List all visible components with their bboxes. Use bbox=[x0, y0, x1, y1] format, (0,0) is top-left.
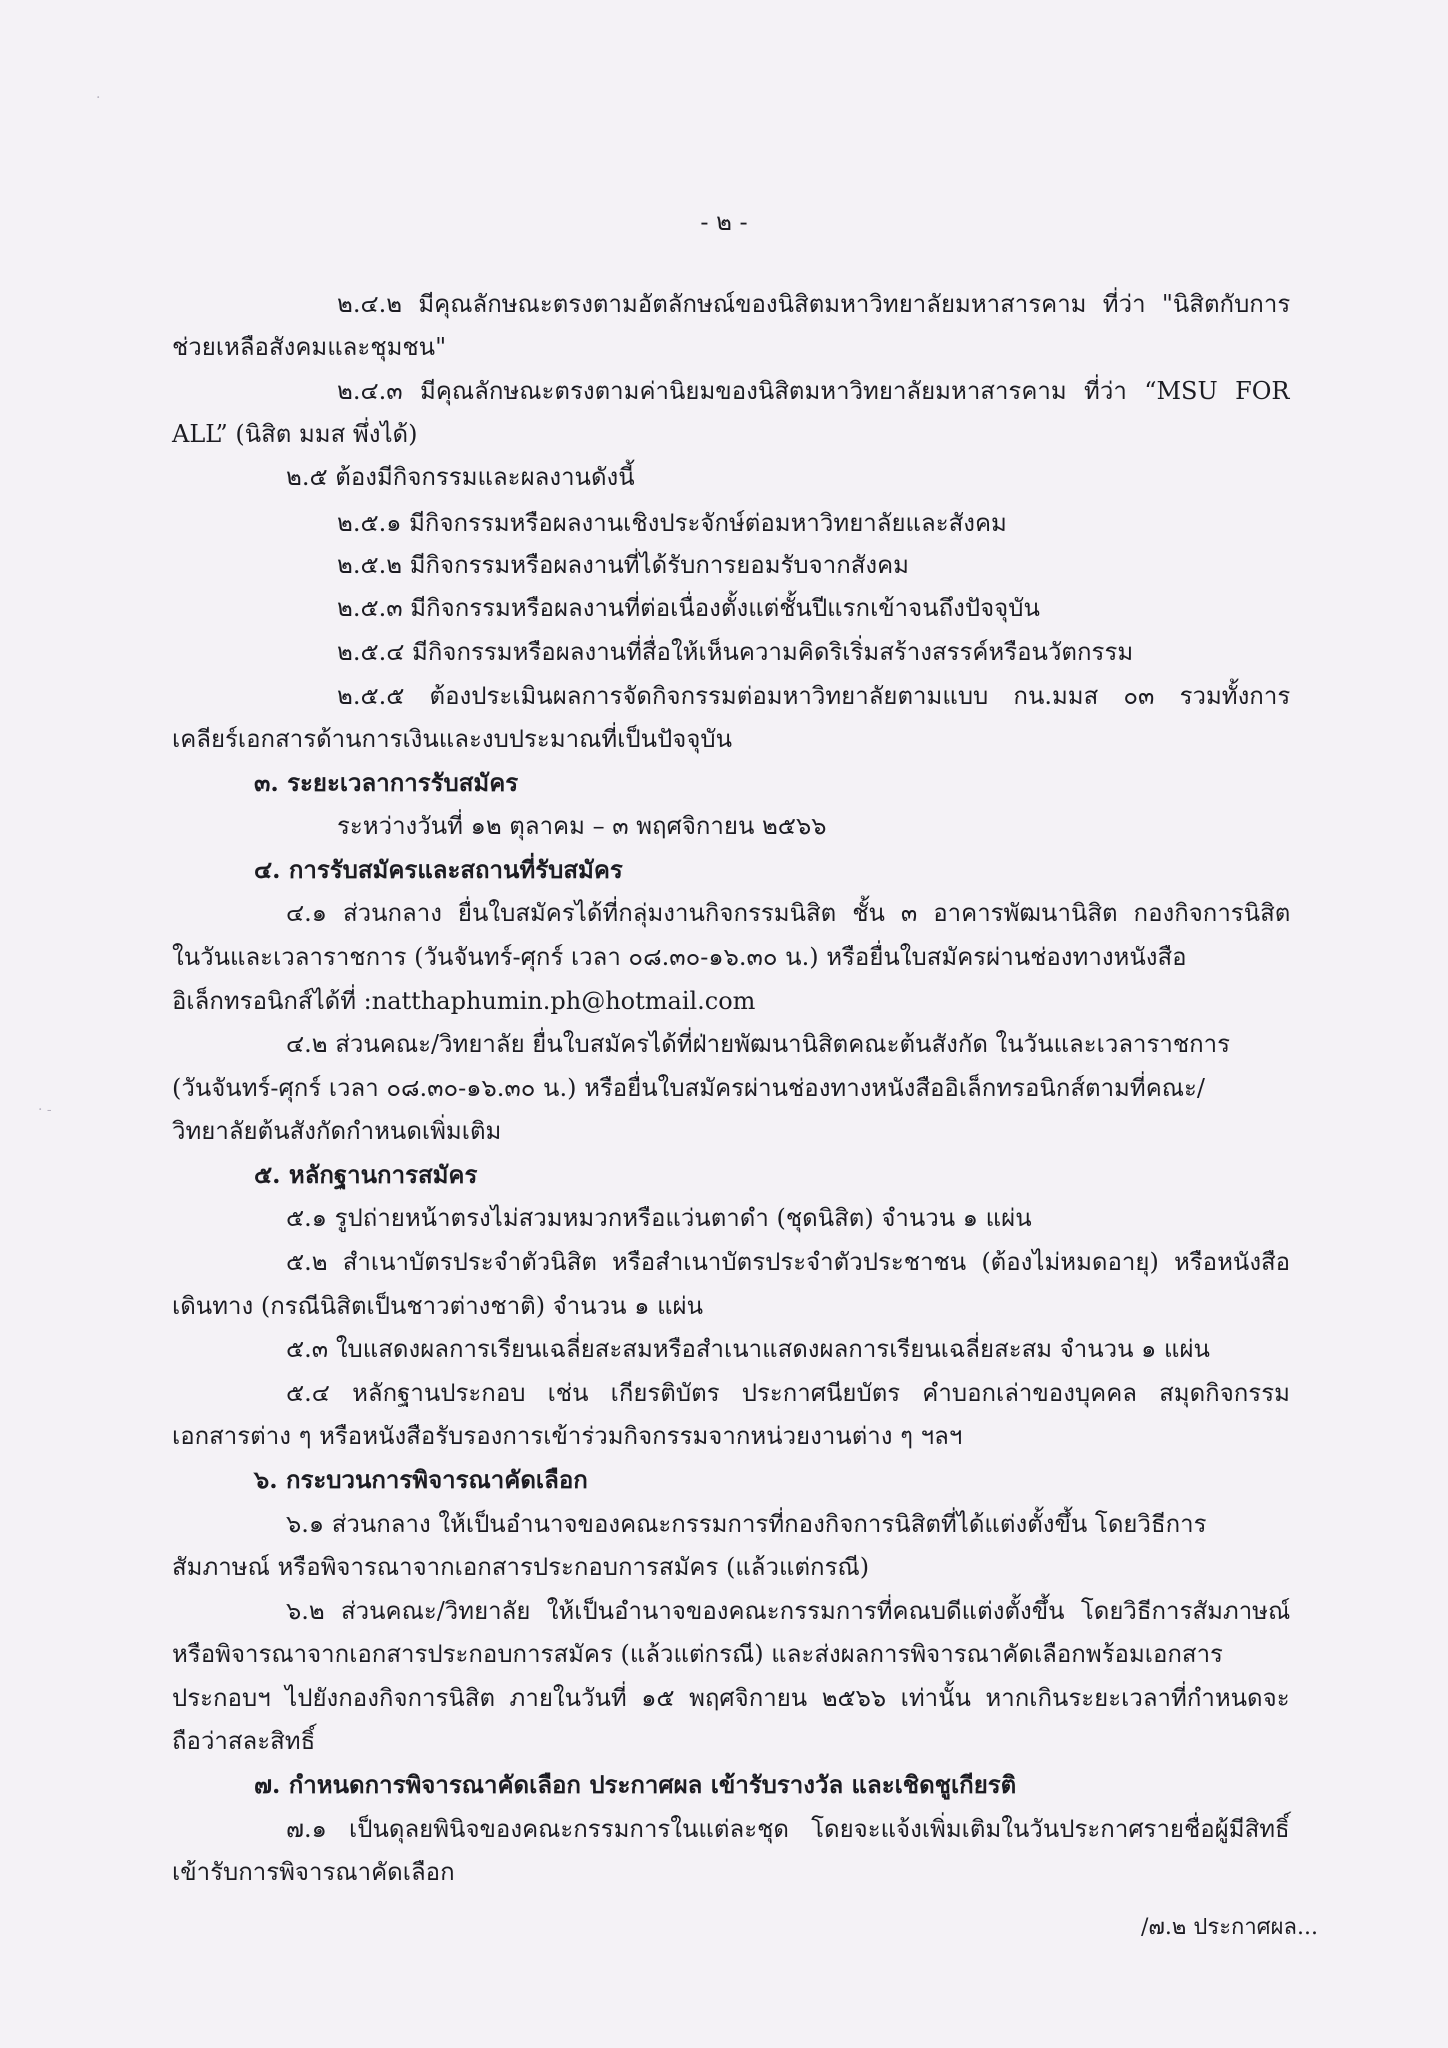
body-line: ถือว่าสละสิทธิ์ bbox=[172, 1727, 316, 1755]
page-number: - ๒ - bbox=[700, 208, 748, 236]
body-line: ๒.๔.๓ มีคุณลักษณะตรงตามค่านิยมของนิสิตมหาวิทยาลัยมหาสารคาม ที่ว่า “MSU FOR bbox=[337, 377, 1290, 405]
section-heading: ๗. กำหนดการพิจารณาคัดเลือก ประกาศผล เข้ารับรางวัล และเชิดชูเกียรติ bbox=[254, 1770, 1017, 1799]
body-line: ๖.๑ ส่วนกลาง ให้เป็นอำนาจของคณะกรรมการที่กองกิจการนิสิตที่ได้แต่งตั้งขึ้น โดยวิธีการ bbox=[286, 1510, 1207, 1538]
body-line: เอกสารต่าง ๆ หรือหนังสือรับรองการเข้าร่วมกิจกรรมจากหน่วยงานต่าง ๆ ฯลฯ bbox=[172, 1422, 963, 1450]
scan-artifact: · - bbox=[38, 1102, 52, 1118]
body-line: ๗.๑ เป็นดุลยพินิจของคณะกรรมการในแต่ละชุด โดยจะแจ้งเพิ่มเติมในวันประกาศรายชื่อผู้มีสิทธิ์ bbox=[286, 1815, 1290, 1843]
section-heading: ๓. ระยะเวลาการรับสมัคร bbox=[254, 768, 519, 797]
body-line: ๕.๒ สำเนาบัตรประจำตัวนิสิต หรือสำเนาบัตรประจำตัวประชาชน (ต้องไม่หมดอายุ) หรือหนังสือ bbox=[286, 1248, 1291, 1276]
body-line: ๒.๕.๕ ต้องประเมินผลการจัดกิจกรรมต่อมหาวิทยาลัยตามแบบ กน.มมส ๐๓ รวมทั้งการ bbox=[337, 682, 1291, 710]
scan-artifact: · bbox=[96, 90, 101, 106]
section-heading: ๕. หลักฐานการสมัคร bbox=[254, 1160, 478, 1189]
body-line: เคลียร์เอกสารด้านการเงินและงบประมาณที่เป็นปัจจุบัน bbox=[172, 725, 733, 753]
body-line: ALL” (นิสิต มมส พึ่งได้) bbox=[172, 420, 418, 448]
continuation-reference: /๗.๒ ประกาศผล... bbox=[1140, 1915, 1318, 1940]
body-line: ๕.๔ หลักฐานประกอบ เช่น เกียรติบัตร ประกาศนียบัตร คำบอกเล่าของบุคคล สมุดกิจกรรม bbox=[286, 1379, 1290, 1407]
body-line: ๒.๕.๓ มีกิจกรรมหรือผลงานที่ต่อเนื่องตั้งแต่ชั้นปีแรกเข้าจนถึงปัจจุบัน bbox=[337, 594, 1040, 622]
body-line: ในวันและเวลาราชการ (วันจันทร์-ศุกร์ เวลา ๐๘.๓๐-๑๖.๓๐ น.) หรือยื่นใบสมัครผ่านช่องทางหนังสือ bbox=[172, 943, 1187, 971]
body-line: ๕.๑ รูปถ่ายหน้าตรงไม่สวมหมวกหรือแว่นตาดำ (ชุดนิสิต) จำนวน ๑ แผ่น bbox=[286, 1204, 1032, 1232]
body-line: วิทยาลัยต้นสังกัดกำหนดเพิ่มเติม bbox=[172, 1117, 502, 1145]
body-line: ๒.๕.๑ มีกิจกรรมหรือผลงานเชิงประจักษ์ต่อมหาวิทยาลัยและสังคม bbox=[337, 509, 1007, 537]
body-line: หรือพิจารณาจากเอกสารประกอบการสมัคร (แล้วแต่กรณี) และส่งผลการพิจารณาคัดเลือกพร้อมเอกสาร bbox=[172, 1640, 1223, 1668]
body-line: ประกอบฯ ไปยังกองกิจการนิสิต ภายในวันที่ ๑๕ พฤศจิกายน ๒๕๖๖ เท่านั้น หากเกินระยะเวลาที่กำหนดจะ bbox=[172, 1684, 1290, 1712]
body-line: อิเล็กทรอนิกส์ได้ที่ :natthaphumin.ph@hotmail.com bbox=[172, 987, 756, 1015]
body-line: เข้ารับการพิจารณาคัดเลือก bbox=[172, 1858, 455, 1886]
body-line: ๒.๕ ต้องมีกิจกรรมและผลงานดังนี้ bbox=[286, 463, 635, 491]
body-line: ๖.๒ ส่วนคณะ/วิทยาลัย ให้เป็นอำนาจของคณะกรรมการที่คณบดีแต่งตั้งขึ้น โดยวิธีการสัมภาษณ์ bbox=[286, 1597, 1291, 1625]
body-line: ๒.๔.๒ มีคุณลักษณะตรงตามอัตลักษณ์ของนิสิตมหาวิทยาลัยมหาสารคาม ที่ว่า "นิสิตกับการ bbox=[337, 290, 1291, 318]
body-line: ช่วยเหลือสังคมและชุมชน" bbox=[172, 333, 447, 361]
body-line: ๕.๓ ใบแสดงผลการเรียนเฉลี่ยสะสมหรือสำเนาแสดงผลการเรียนเฉลี่ยสะสม จำนวน ๑ แผ่น bbox=[286, 1335, 1210, 1363]
body-line: เดินทาง (กรณีนิสิตเป็นชาวต่างชาติ) จำนวน ๑ แผ่น bbox=[172, 1292, 703, 1320]
section-heading: ๔. การรับสมัครและสถานที่รับสมัคร bbox=[254, 855, 623, 884]
body-line: ระหว่างวันที่ ๑๒ ตุลาคม – ๓ พฤศจิกายน ๒๕๖๖ bbox=[337, 812, 827, 840]
body-line: (วันจันทร์-ศุกร์ เวลา ๐๘.๓๐-๑๖.๓๐ น.) หรือยื่นใบสมัครผ่านช่องทางหนังสืออิเล็กทรอนิกส์ตามที่คณะ/ bbox=[172, 1074, 1205, 1102]
body-line: ๒.๕.๒ มีกิจกรรมหรือผลงานที่ได้รับการยอมรับจากสังคม bbox=[337, 551, 909, 579]
body-line: ๔.๒ ส่วนคณะ/วิทยาลัย ยื่นใบสมัครได้ที่ฝ่ายพัฒนานิสิตคณะต้นสังกัด ในวันและเวลาราชการ bbox=[286, 1030, 1231, 1058]
body-line: ๔.๑ ส่วนกลาง ยื่นใบสมัครได้ที่กลุ่มงานกิจกรรมนิสิต ชั้น ๓ อาคารพัฒนานิสิต กองกิจการนิสิต bbox=[286, 899, 1291, 927]
section-heading: ๖. กระบวนการพิจารณาคัดเลือก bbox=[254, 1465, 588, 1494]
body-line: สัมภาษณ์ หรือพิจารณาจากเอกสารประกอบการสมัคร (แล้วแต่กรณี) bbox=[172, 1553, 870, 1581]
body-line: ๒.๕.๔ มีกิจกรรมหรือผลงานที่สื่อให้เห็นความคิดริเริ่มสร้างสรรค์หรือนวัตกรรม bbox=[337, 638, 1134, 666]
